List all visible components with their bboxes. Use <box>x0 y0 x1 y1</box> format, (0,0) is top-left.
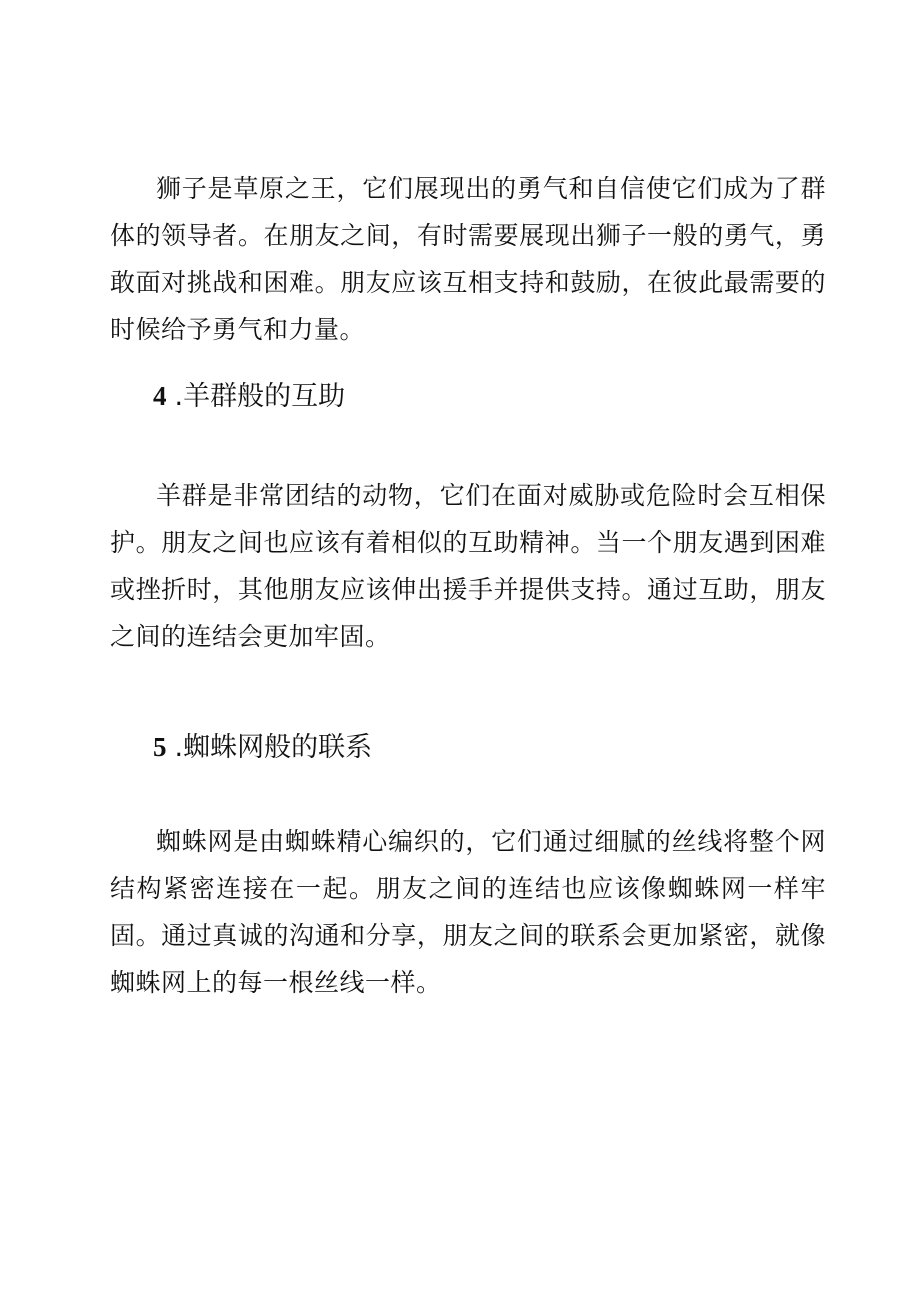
lion-paragraph: 狮子是草原之王，它们展现出的勇气和自信使它们成为了群体的领导者。在朋友之间，有时需要展现出狮子一般的勇气，勇敢面对挑战和困难。朋友应该互相支持和鼓励，在彼此最需要的时候给予勇气和力量。 <box>110 174 826 344</box>
section-4-title: .羊群般的互助 <box>174 381 346 412</box>
section-5-number: 5 <box>153 732 167 762</box>
section-4-number: 4 <box>153 381 167 411</box>
section-5-title: .蜘蛛网般的联系 <box>174 732 373 763</box>
spider-web-paragraph: 蜘蛛网是由蜘蛛精心编织的，它们通过细腻的丝线将整个网结构紧密连接在一起。朋友之间的连结也应该像蜘蛛网一样牢固。通过真诚的沟通和分享，朋友之间的联系会更加紧密，就像蜘蛛网上的每一根丝线一样。 <box>110 827 826 997</box>
section-4-heading <box>153 376 345 417</box>
section-5-heading <box>153 727 372 768</box>
sheep-paragraph: 羊群是非常团结的动物，它们在面对威胁或危险时会互相保护。朋友之间也应该有着相似的互助精神。当一个朋友遇到困难或挫折时，其他朋友应该伸出援手并提供支持。通过互助，朋友之间的连结会更加牢固。 <box>110 481 826 651</box>
